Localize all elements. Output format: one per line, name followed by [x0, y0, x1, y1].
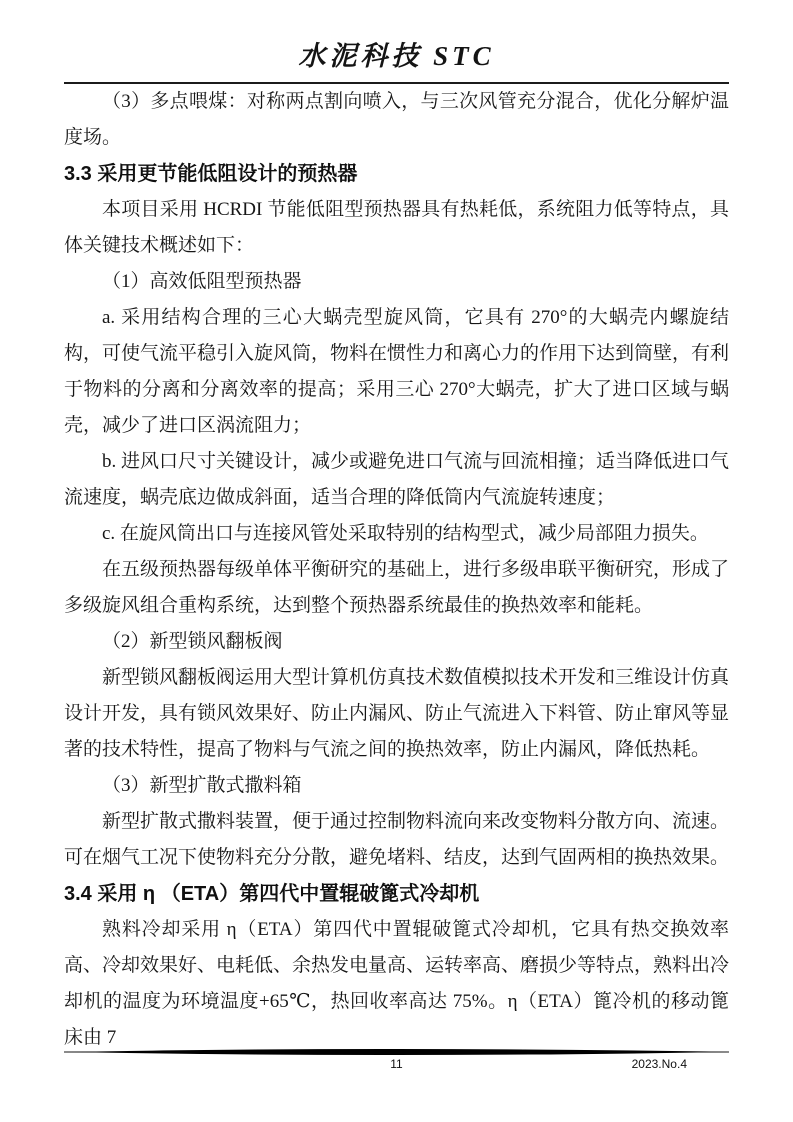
paragraph: 新型扩散式撒料装置，便于通过控制物料流向来改变物料分散方向、流速。可在烟气工况下使物料充分分散，避免堵料、结皮，达到气固两相的换热效果。 — [64, 811, 730, 868]
paragraph: 在五级预热器每级单体平衡研究的基础上，进行多级串联平衡研究，形成了多级旋风组合重构系统，达到整个预热器系统最佳的换热效率和能耗。 — [64, 559, 730, 616]
paragraph: 本项目采用 HCRDI 节能低阻型预热器具有热耗低，系统阻力低等特点，具体关键技术概述如下： — [64, 199, 729, 256]
paragraph: （3）新型扩散式撒料箱 — [102, 775, 302, 796]
paragraph: （2）新型锁风翻板阀 — [102, 631, 283, 652]
paragraph: （3）多点喂煤：对称两点割向喷入，与三次风管充分混合，优化分解炉温度场。 — [64, 91, 729, 148]
journal-title: 水泥科技 STC — [298, 41, 495, 71]
document-body — [64, 84, 729, 1056]
paragraph: 熟料冷却采用 η（ETA）第四代中置辊破篦式冷却机，它具有热交换效率高、冷却效果好、电耗低、余热发电量高、运转率高、磨损少等特点，熟料出冷却机的温度为环境温度+65℃，热回收率高达 75%。η（ETA）篦冷机的移动篦床由 7 — [64, 919, 730, 1048]
page-number: 11 — [390, 1057, 403, 1071]
paragraph: b. 进风口尺寸关键设计，减少或避免进口气流与回流相撞；适当降低进口气流速度，蜗壳底边做成斜面，适当合理的降低筒内气流旋转速度； — [64, 451, 730, 508]
paragraph: c. 在旋风筒出口与连接风管处采取特别的结构型式，减少局部阻力损失。 — [102, 523, 709, 544]
paragraph: a. 采用结构合理的三心大蜗壳型旋风筒，它具有 270°的大蜗壳内螺旋结构，可使气流平稳引入旋风筒，物料在惯性力和离心力的作用下达到筒壁，有利于物料的分离和分离效率的提高；采用三心 270°大蜗壳，扩大了进口区域与蜗壳，减少了进口区涡流阻力； — [64, 307, 730, 436]
footer-rule — [64, 1048, 729, 1056]
section-heading: 3.4 采用 η （ETA）第四代中置辊破篦式冷却机 — [64, 883, 480, 905]
section-heading: 3.3 采用更节能低阻设计的预热器 — [64, 163, 358, 185]
paragraph: 新型锁风翻板阀运用大型计算机仿真技术数值模拟技术开发和三维设计仿真设计开发，具有锁风效果好、防止内漏风、防止气流进入下料管、防止窜风等显著的技术特性，提高了物料与气流之间的换热效率，防止内漏风，降低热耗。 — [64, 667, 730, 760]
issue-label: 2023.No.4 — [631, 1057, 687, 1071]
paragraph: （1）高效低阻型预热器 — [102, 271, 302, 292]
